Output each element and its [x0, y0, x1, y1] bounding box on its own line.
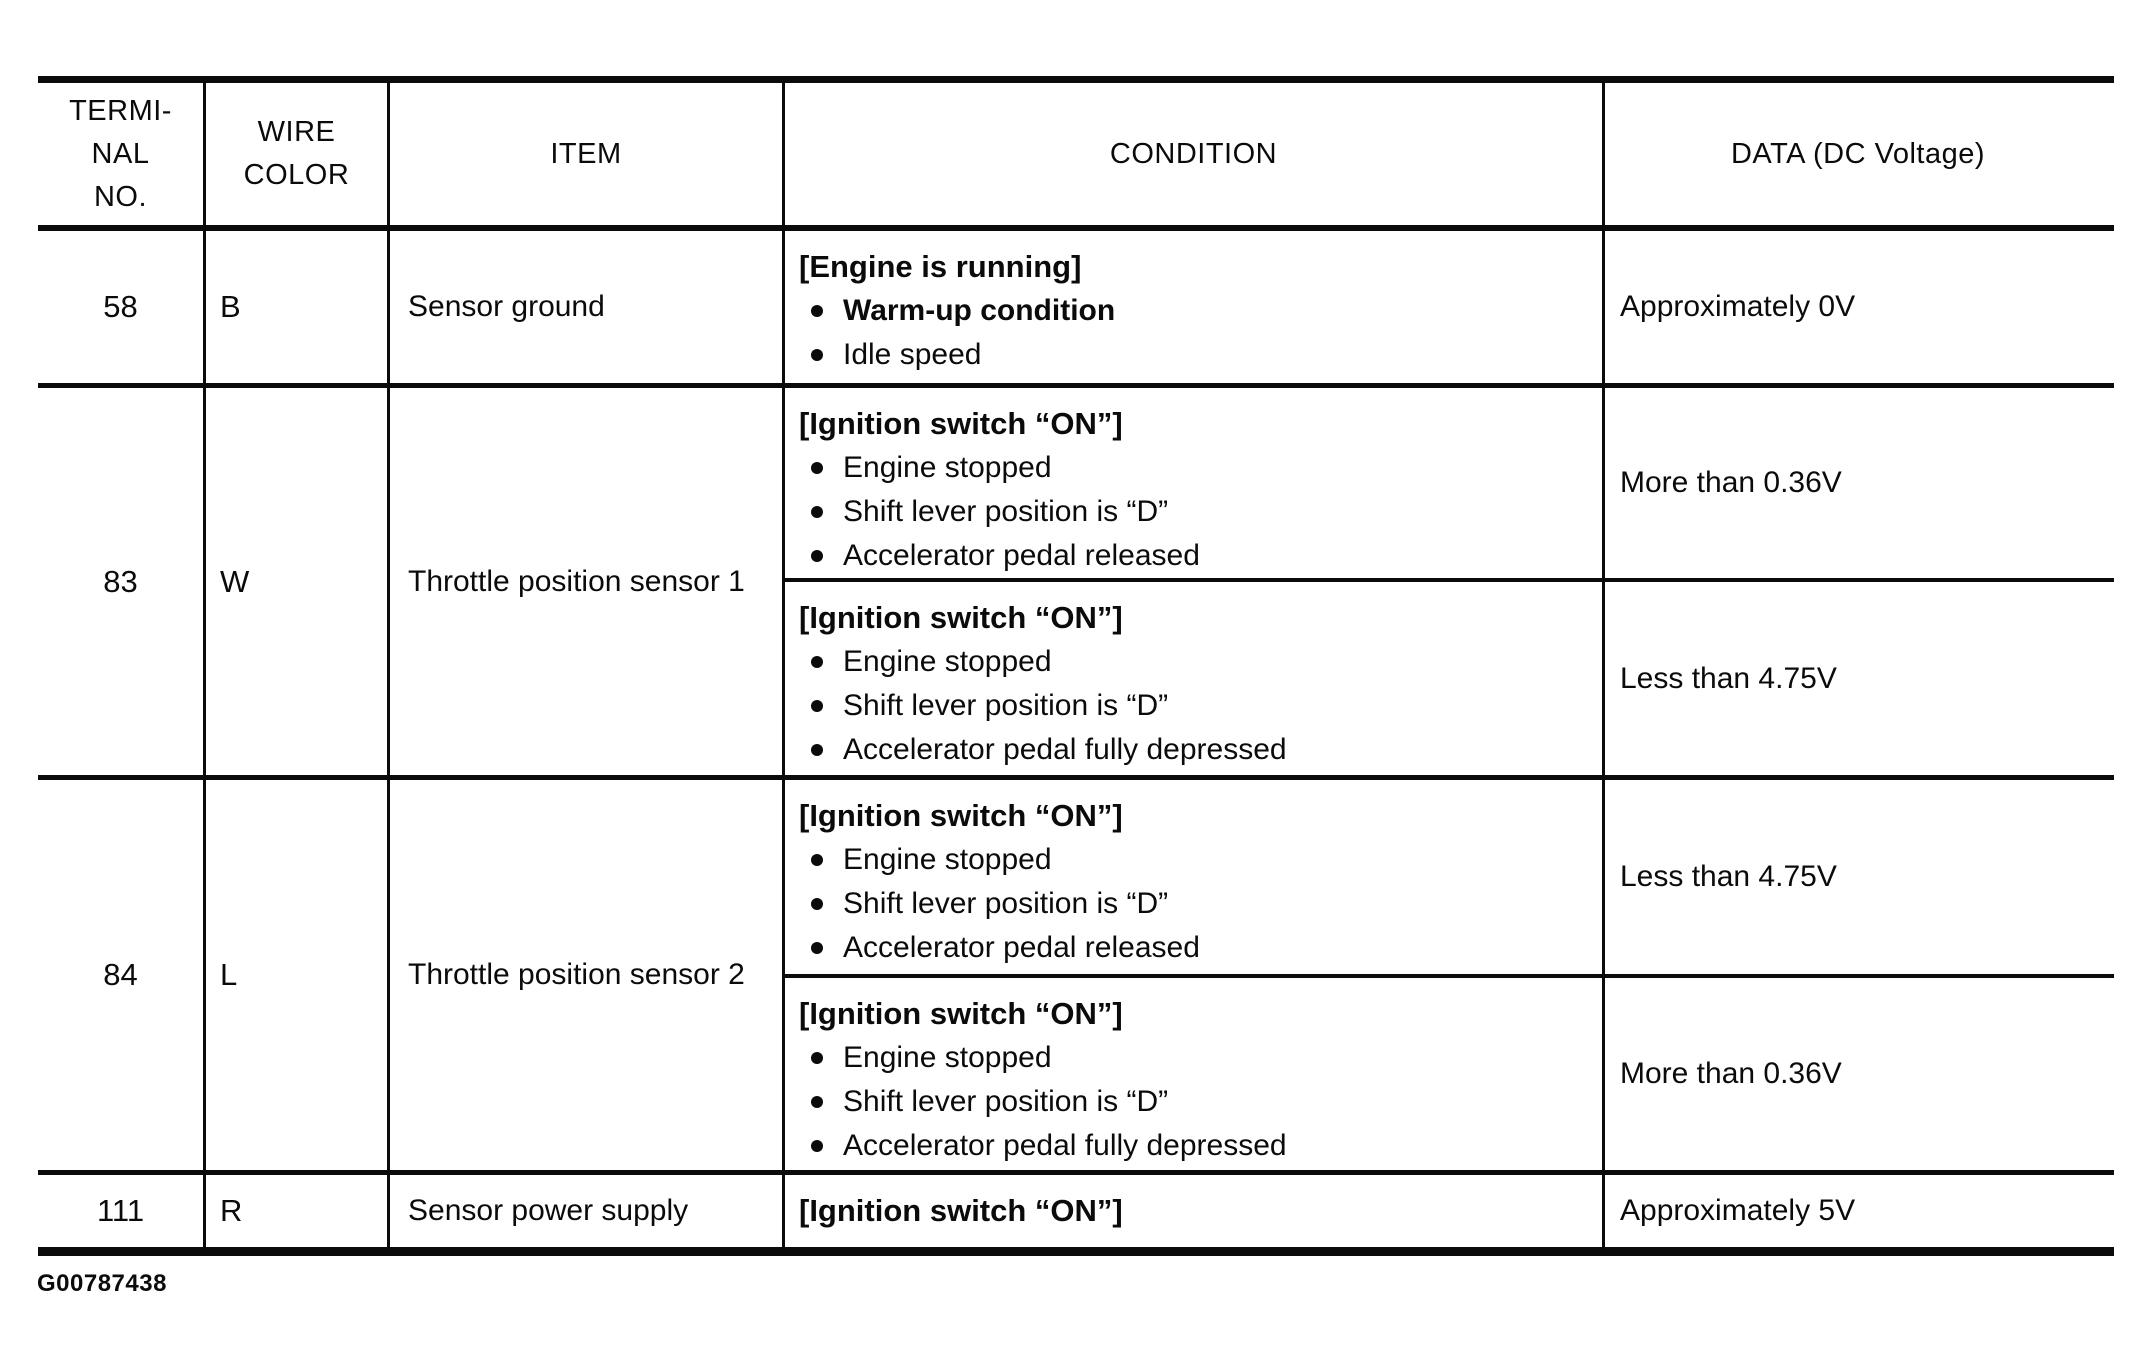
- col-header-item: [390, 83, 785, 225]
- condition-bullet: [799, 882, 1592, 926]
- bullet-dot-icon: [811, 700, 823, 712]
- table-row-terminal-83: [38, 388, 2114, 780]
- condition-header: [Ignition switch “ON”]: [799, 996, 1123, 1031]
- data-voltage-cell: [1605, 978, 2111, 1170]
- item-cell: [390, 231, 785, 383]
- condition-bullet-text: Engine stopped: [843, 1041, 1052, 1074]
- item-cell: [390, 780, 785, 1170]
- condition-cell: [785, 582, 1605, 775]
- condition-bullet-text: Accelerator pedal released: [843, 931, 1200, 964]
- condition-cell: [785, 388, 1605, 578]
- bullet-dot-icon: [811, 898, 823, 910]
- condition-cell: [785, 1175, 1605, 1247]
- wire-color: L: [220, 957, 238, 992]
- bullet-dot-icon: [811, 942, 823, 954]
- item-label: Throttle position sensor 1: [408, 564, 745, 598]
- terminal-no: 83: [103, 563, 138, 599]
- condition-bullet-text: Shift lever position is “D”: [843, 887, 1169, 920]
- header-line: ITEM: [550, 137, 622, 170]
- condition-subrow: [785, 582, 2114, 775]
- condition-cell: [785, 978, 1605, 1170]
- table-row-terminal-111: [38, 1175, 2114, 1247]
- item-cell: [390, 1175, 785, 1247]
- data-voltage-cell: [1605, 231, 2111, 383]
- wire-color: W: [220, 563, 250, 599]
- header-line: NAL: [91, 137, 150, 170]
- bullet-dot-icon: [811, 506, 823, 518]
- condition-bullet: [799, 926, 1592, 970]
- terminal-voltage-table: [38, 76, 2114, 1256]
- terminal-no: 111: [96, 1193, 145, 1228]
- data-voltage: Less than 4.75V: [1620, 860, 1837, 893]
- header-line: WIRE: [257, 116, 336, 148]
- item-cell: [390, 388, 785, 775]
- bullet-dot-icon: [811, 854, 823, 866]
- condition-cell: [785, 231, 1605, 383]
- condition-bullet-text: Shift lever position is “D”: [843, 689, 1169, 722]
- condition-bullet: [799, 490, 1592, 534]
- condition-subrow: [785, 1175, 2114, 1247]
- terminal-no-cell: [38, 388, 206, 775]
- data-voltage: More than 0.36V: [1620, 466, 1842, 499]
- condition-bullet-text: Shift lever position is “D”: [843, 495, 1169, 528]
- terminal-no: 58: [103, 289, 138, 324]
- bullet-dot-icon: [811, 462, 823, 474]
- terminal-no-cell: [38, 1175, 206, 1247]
- data-voltage: Approximately 5V: [1620, 1194, 1856, 1227]
- condition-header: [Ignition switch “ON”]: [799, 600, 1123, 635]
- table-header-row: [38, 83, 2114, 231]
- bullet-dot-icon: [811, 349, 823, 361]
- condition-data-group: [785, 388, 2114, 775]
- condition-bullet: [799, 728, 1592, 772]
- condition-data-group: [785, 231, 2114, 383]
- condition-bullet-text: Warm-up condition: [843, 294, 1116, 327]
- data-voltage: Approximately 0V: [1620, 290, 1856, 323]
- condition-bullet: [799, 446, 1592, 490]
- condition-bullet-text: Engine stopped: [843, 645, 1052, 678]
- table-row-terminal-58: [38, 231, 2114, 388]
- header-line: DATA (DC Voltage): [1730, 137, 1985, 170]
- condition-bullet: [799, 684, 1592, 728]
- wire-color: B: [220, 289, 241, 324]
- wire-color-cell: [206, 780, 390, 1170]
- data-voltage-cell: [1605, 1175, 2111, 1247]
- condition-bullet: [799, 289, 1592, 333]
- header-line: COLOR: [243, 159, 350, 191]
- condition-data-group: [785, 780, 2114, 1170]
- data-voltage-cell: [1605, 582, 2111, 775]
- condition-subrow: [785, 388, 2114, 582]
- item-label: Throttle position sensor 2: [408, 958, 745, 991]
- col-header-data: [1605, 83, 2111, 225]
- condition-bullet: [799, 640, 1592, 684]
- item-label: Sensor ground: [408, 290, 605, 323]
- data-voltage: More than 0.36V: [1620, 1057, 1842, 1090]
- condition-data-group: [785, 1175, 2114, 1247]
- bullet-dot-icon: [811, 1140, 823, 1152]
- header-line: NO.: [93, 180, 148, 213]
- condition-bullet: [799, 534, 1592, 578]
- condition-bullet-text: Accelerator pedal released: [843, 539, 1200, 572]
- wire-color-cell: [206, 388, 390, 775]
- table-row-terminal-84: [38, 780, 2114, 1175]
- wire-color-cell: [206, 231, 390, 383]
- item-label: Sensor power supply: [408, 1194, 689, 1227]
- condition-bullet-text: Engine stopped: [843, 843, 1052, 876]
- bullet-dot-icon: [811, 656, 823, 668]
- bullet-dot-icon: [811, 744, 823, 756]
- data-voltage-cell: [1605, 780, 2111, 974]
- bullet-dot-icon: [811, 1052, 823, 1064]
- condition-bullet-text: Accelerator pedal fully depressed: [843, 733, 1287, 766]
- header-line: TERMI-: [69, 94, 172, 127]
- wire-color-cell: [206, 1175, 390, 1247]
- condition-bullet-text: Accelerator pedal fully depressed: [843, 1129, 1287, 1162]
- condition-bullet-text: Shift lever position is “D”: [843, 1085, 1169, 1118]
- bullet-dot-icon: [811, 305, 823, 317]
- condition-bullet-text: Engine stopped: [843, 451, 1052, 484]
- terminal-no-cell: [38, 780, 206, 1170]
- condition-bullet: [799, 838, 1592, 882]
- condition-header: [Engine is running]: [799, 249, 1082, 284]
- terminal-no: 84: [103, 957, 138, 992]
- condition-header: [Ignition switch “ON”]: [799, 798, 1123, 833]
- condition-bullet-text: Idle speed: [843, 338, 982, 371]
- data-voltage-cell: [1605, 388, 2111, 578]
- condition-header: [Ignition switch “ON”]: [799, 406, 1123, 441]
- wire-color: R: [220, 1193, 243, 1228]
- condition-subrow: [785, 978, 2114, 1170]
- condition-subrow: [785, 231, 2114, 383]
- figure-code: G00787438: [37, 1270, 167, 1297]
- condition-bullet: [799, 1124, 1592, 1168]
- col-header-wire-color: [206, 83, 390, 225]
- condition-header: [Ignition switch “ON”]: [799, 1193, 1123, 1228]
- condition-bullet: [799, 1036, 1592, 1080]
- condition-bullet: [799, 1080, 1592, 1124]
- condition-subrow: [785, 780, 2114, 978]
- bullet-dot-icon: [811, 1096, 823, 1108]
- terminal-no-cell: [38, 231, 206, 383]
- condition-bullet: [799, 333, 1592, 377]
- col-header-condition: [785, 83, 1605, 225]
- col-header-terminal-no: [38, 83, 206, 225]
- header-line: CONDITION: [1109, 137, 1278, 170]
- condition-cell: [785, 780, 1605, 974]
- bullet-dot-icon: [811, 550, 823, 562]
- data-voltage: Less than 4.75V: [1620, 661, 1837, 695]
